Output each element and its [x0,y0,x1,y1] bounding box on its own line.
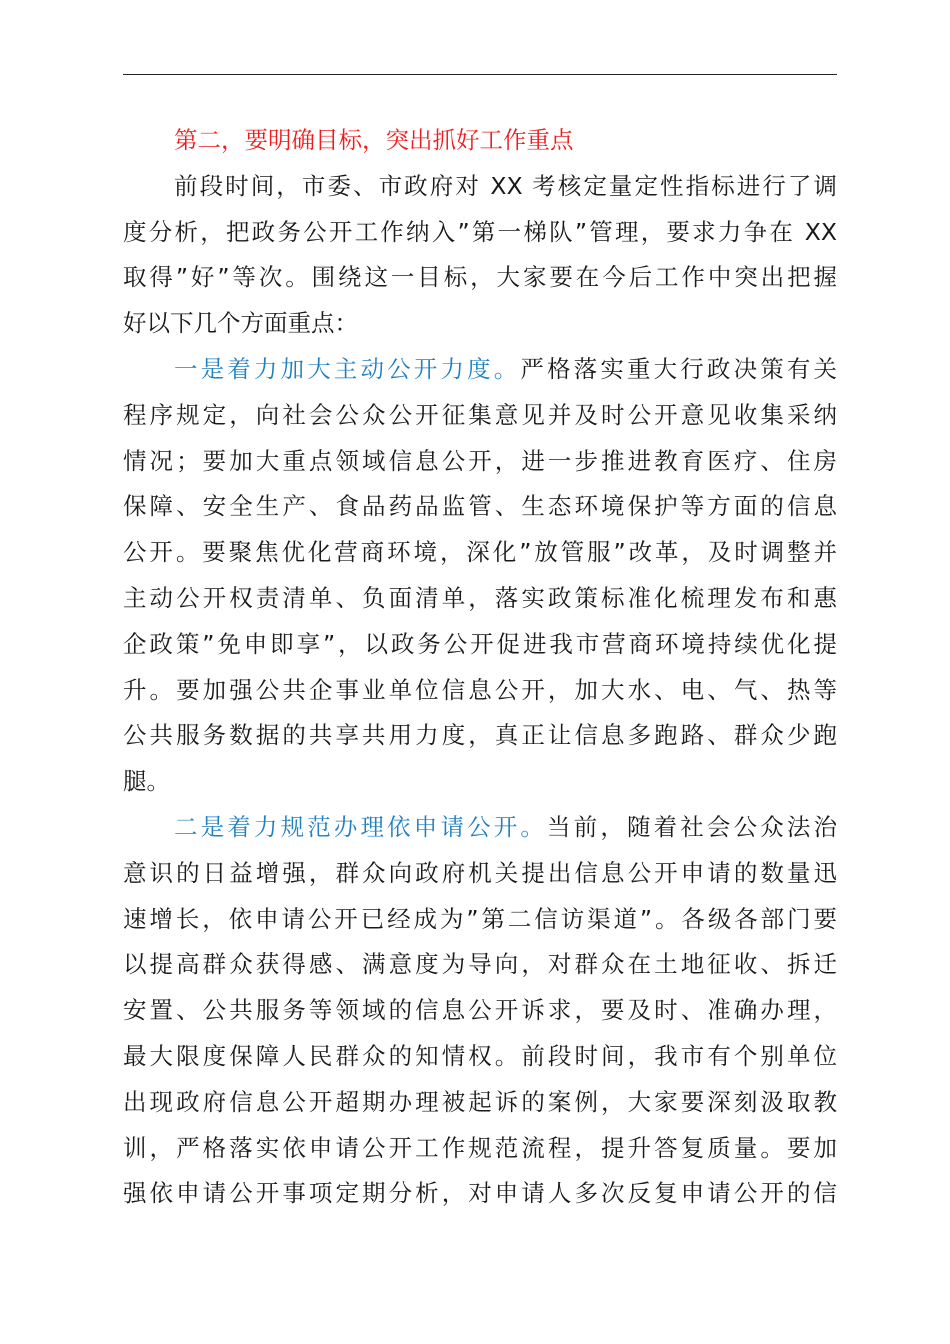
point2-line: 训，严格落实依申请公开工作规范流程，提升答复质量。要加 [123,1133,837,1162]
document-body [123,118,837,1217]
point1-first-line-rest: 严格落实重大行政决策有关 [520,354,837,383]
point1-line: 程序规定，向社会公众公开征集意见并及时公开意见收集采纳 [123,400,837,429]
point2-line: 意识的日益增强，群众向政府机关提出信息公开申请的数量迅 [123,858,837,887]
point2-line: 强依申请公开事项定期分析，对申请人多次反复申请公开的信 [123,1179,837,1208]
point2-line: 以提高群众获得感、满意度为导向，对群众在土地征收、拆迁 [123,950,837,979]
point1-line: 公共服务数据的共享共用力度，真正让信息多跑路、群众少跑 [123,721,837,750]
header-rule [123,74,837,75]
intro-line: 好以下几个方面重点： [123,309,358,338]
point1-title: 一是着力加大主动公开力度。 [174,354,521,383]
point2-line: 速增长，依申请公开已经成为”第二信访渠道”。各级各部门要 [123,904,837,933]
point1-line: 企政策”免申即享”，以政务公开促进我市营商环境持续优化提 [123,629,837,658]
section-heading: 第二，要明确目标，突出抓好工作重点 [174,126,574,154]
point2-title: 二是着力规范办理依申请公开。 [174,812,548,841]
point1-line: 腿。 [123,767,170,796]
intro-line: 取得”好”等次。围绕这一目标，大家要在今后工作中突出把握 [123,263,837,292]
point2-first-line [123,805,837,851]
intro-line: 度分析，把政务公开工作纳入”第一梯队”管理，要求力争在 XX [123,217,837,246]
point2-line: 安置、公共服务等领域的信息公开诉求，要及时、准确办理， [123,996,837,1025]
point1-first-line [123,347,837,393]
point2-first-line-rest: 当前，随着社会公众法治 [547,812,837,841]
point1-line: 保障、安全生产、食品药品监管、生态环境保护等方面的信息 [123,492,837,521]
point2-line: 最大限度保障人民群众的知情权。前段时间，我市有个别单位 [123,1041,837,1070]
point1-line: 主动公开权责清单、负面清单，落实政策标准化梳理发布和惠 [123,583,837,612]
intro-line: 前段时间，市委、市政府对 XX 考核定量定性指标进行了调 [174,171,837,200]
point1-line: 公开。要聚焦优化营商环境，深化”放管服”改革，及时调整并 [123,538,837,567]
point1-line: 情况；要加大重点领域信息公开，进一步推进教育医疗、住房 [123,446,837,475]
point2-line: 出现政府信息公开超期办理被起诉的案例，大家要深刻汲取教 [123,1087,837,1116]
point1-line: 升。要加强公共企事业单位信息公开，加大水、电、气、热等 [123,675,837,704]
